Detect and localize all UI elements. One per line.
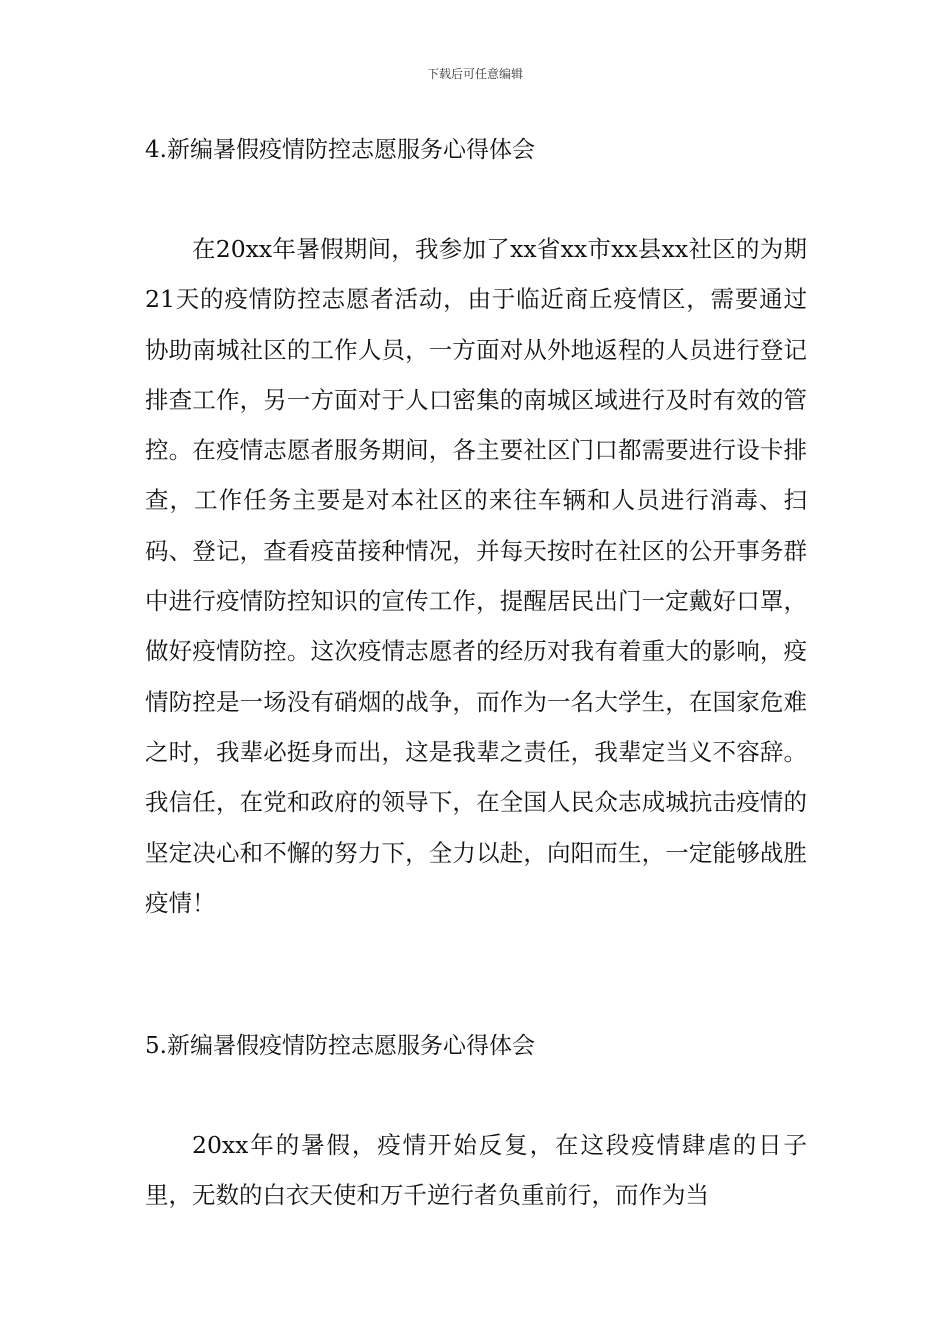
section-paragraph-4: 在20xx年暑假期间，我参加了xx省xx市xx县xx社区的为期21天的疫情防控志愿者活动，由于临近商丘疫情区，需要通过协助南城社区的工作人员，一方面对从外地返程的人员进行登记排查工作，另一方面对于人口密集的南城区域进行及时有效的管控。在疫情志愿者服务期间，各主要社区门口都需要进行设卡排查，工作任务主要是对本社区的来往车辆和人员进行消毒、扫码、登记，查看疫苗接种情况，并每天按时在社区的公开事务群中进行疫情防控知识的宣传工作，提醒居民出门一定戴好口罩，做好疫情防控。这次疫情志愿者的经历对我有着重大的影响，疫情防控是一场没有硝烟的战争，而作为一名大学生，在国家危难之时，我辈必挺身而出，这是我辈之责任，我辈定当义不容辞。我信任，在党和政府的领导下，在全国人民众志成城抗击疫情的坚定决心和不懈的努力下，全力以赴，向阳而生，一定能够战胜疫情！ [145, 235, 807, 917]
page-header-note: 下载后可任意编辑 [426, 67, 523, 81]
section-paragraph-5: 20xx年的暑假，疫情开始反复，在这段疫情肆虐的日子里，无数的白衣天使和万千逆行者负重前行，而作为当 [145, 1131, 807, 1210]
section-heading-5: 5.新编暑假疫情防控志愿服务心得体会 [145, 1033, 535, 1059]
section-heading-4: 4.新编暑假疫情防控志愿服务心得体会 [145, 137, 535, 163]
